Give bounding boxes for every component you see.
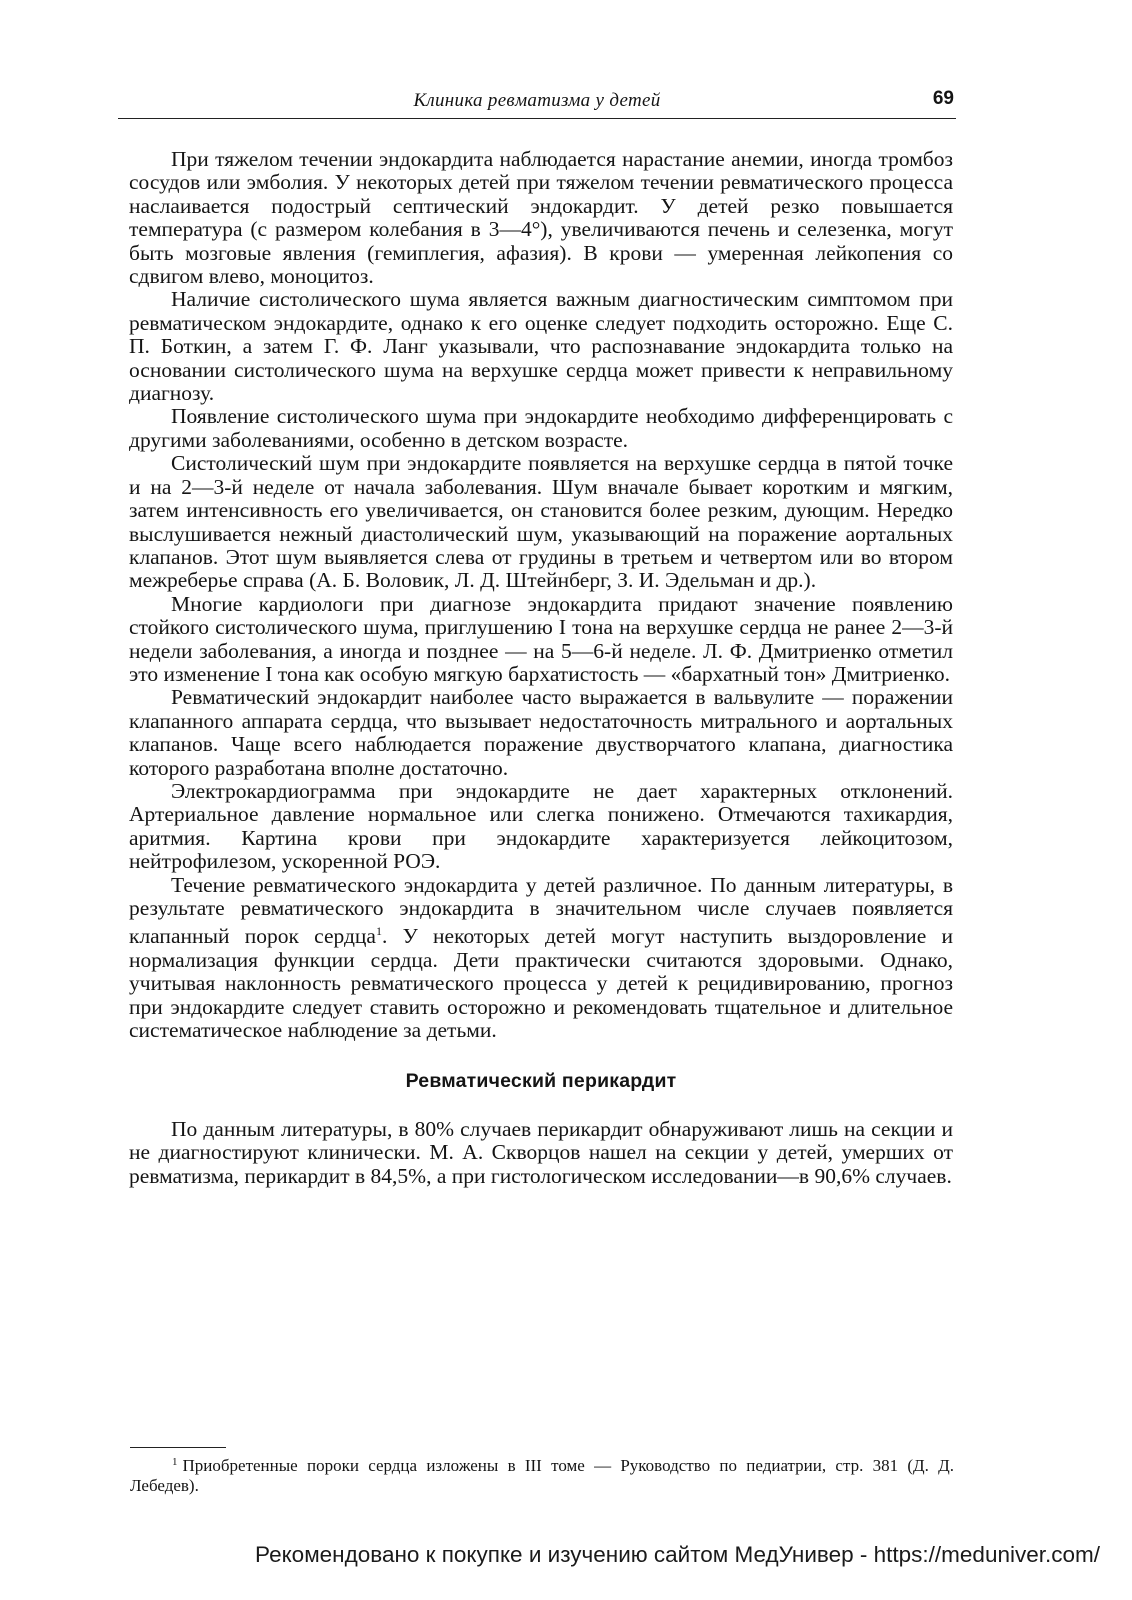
paragraph: По данным литературы, в 80% случаев перикардит обнаруживают лишь на секции и не диагностируют клинически. М. А. Скворцов нашел на секции у детей, умерших от ревматизма, перикардит в 84,5%, а при гистологическом исследовании—в 90,6% случаев.	[129, 1116, 953, 1188]
paragraph: Систолический шум при эндокардите появляется на верхушке сердца в пятой точке и на 2—3-й неделе от начала заболевания. Шум вначале бывает коротким и мягким, затем интенсивность его увеличивается, он становится более резким, дующим. Нередко выслушивается нежный диастолический шум, указывающий на поражение аортальных клапанов. Этот шум выявляется слева от грудины в третьем и четвертом или во втором межреберье справа (А. Б. Воловик, Л. Д. Штейнберг, З. И. Эдельман и др.).	[129, 451, 953, 593]
page-number: 69	[932, 88, 954, 109]
paragraph: При тяжелом течении эндокардита наблюдается нарастание анемии, иногда тромбоз сосудов или эмболия. У некоторых детей при тяжелом течении ревматического процесса наслаивается подострый септический эндокардит. У детей резко повышается температура (с размером колебания в 3—4°), увеличиваются печень и селезенка, могут быть мозговые явления (гемиплегия, афазия). В крови — умеренная лейкопения со сдвигом влево, моноцитоз.	[129, 147, 953, 289]
paragraph: Электрокардиограмма при эндокардите не дает характерных отклонений. Артериальное давление нормальное или слегка понижено. Отмечаются тахикардия, аритмия. Картина крови при эндокардите характеризуется лейкоцитозом, нейтрофилезом, ускоренной РОЭ.	[129, 778, 953, 874]
footnote-divider	[130, 1447, 226, 1448]
footnote	[130, 1452, 954, 1496]
footnote-mark: 1	[172, 1456, 178, 1468]
paragraph: Наличие систолического шума является важным диагностическим симптомом при ревматическом эндокардите, однако к его оценке следует подходить осторожно. Еще С. П. Боткин, а затем Г. Ф. Ланг указывали, что распознавание эндокардита только на основании систолического шума на верхушке сердца может привести к неправильному диагнозу.	[129, 287, 953, 406]
running-title: Клиника ревматизма у детей	[413, 90, 661, 111]
paragraph-with-footnote-ref	[129, 874, 953, 1043]
paragraph: Ревматический эндокардит наиболее часто выражается в вальвулите — поражении клапанного аппарата сердца, что вызывает недостаточность митрального и аортальных клапанов. Чаще всего наблюдается поражение двустворчатого клапана, диагностика которого разработана вполне достаточно.	[129, 685, 953, 780]
paragraph: Появление систолического шума при эндокардите необходимо дифференцировать с другими заболеваниями, особенно в детском возрасте.	[129, 404, 953, 452]
paragraph: Многие кардиологи при диагнозе эндокардита придают значение появлению стойкого систолического шума, приглушению I тона на верхушке сердца не ранее 2—3-й недели заболевания, а иногда и позднее — на 5—6-й неделе. Л. Ф. Дмитриенко отметил это изменение I тона как особую мягкую бархатистость — «бархатный тон» Дмитриенко.	[129, 591, 953, 686]
paragraph-text: Течение ревматического эндокардита у детей различное. По данным литературы, в результате ревматического эндокардита в значительном числе случаев появляется клапанный порок сердца	[129, 872, 953, 949]
footnote-text: Приобретенные пороки сердца изложены в III томе — Руководство по педиатрии, стр. 381 (Д. Д. Лебедев).	[130, 1456, 954, 1495]
body-text	[129, 148, 953, 1188]
watermark-text: Рекомендовано к покупке и изучению сайтом МедУнивер - https://meduniver.com/	[255, 1542, 1100, 1567]
paragraph-text: . У некоторых детей могут наступить выздоровление и нормализация функции сердца. Дети практически считаются здоровыми. Однако, учитывая наклонность ревматического процесса у детей к рецидивированию, прогноз при эндокардите следует ставить осторожно и рекомендовать тщательное и длительное систематическое наблюдение за детьми.	[129, 924, 953, 1043]
section-heading: Ревматический перикардит	[405, 1070, 677, 1093]
footnote-reference: 1	[375, 924, 382, 939]
running-header	[118, 84, 956, 119]
